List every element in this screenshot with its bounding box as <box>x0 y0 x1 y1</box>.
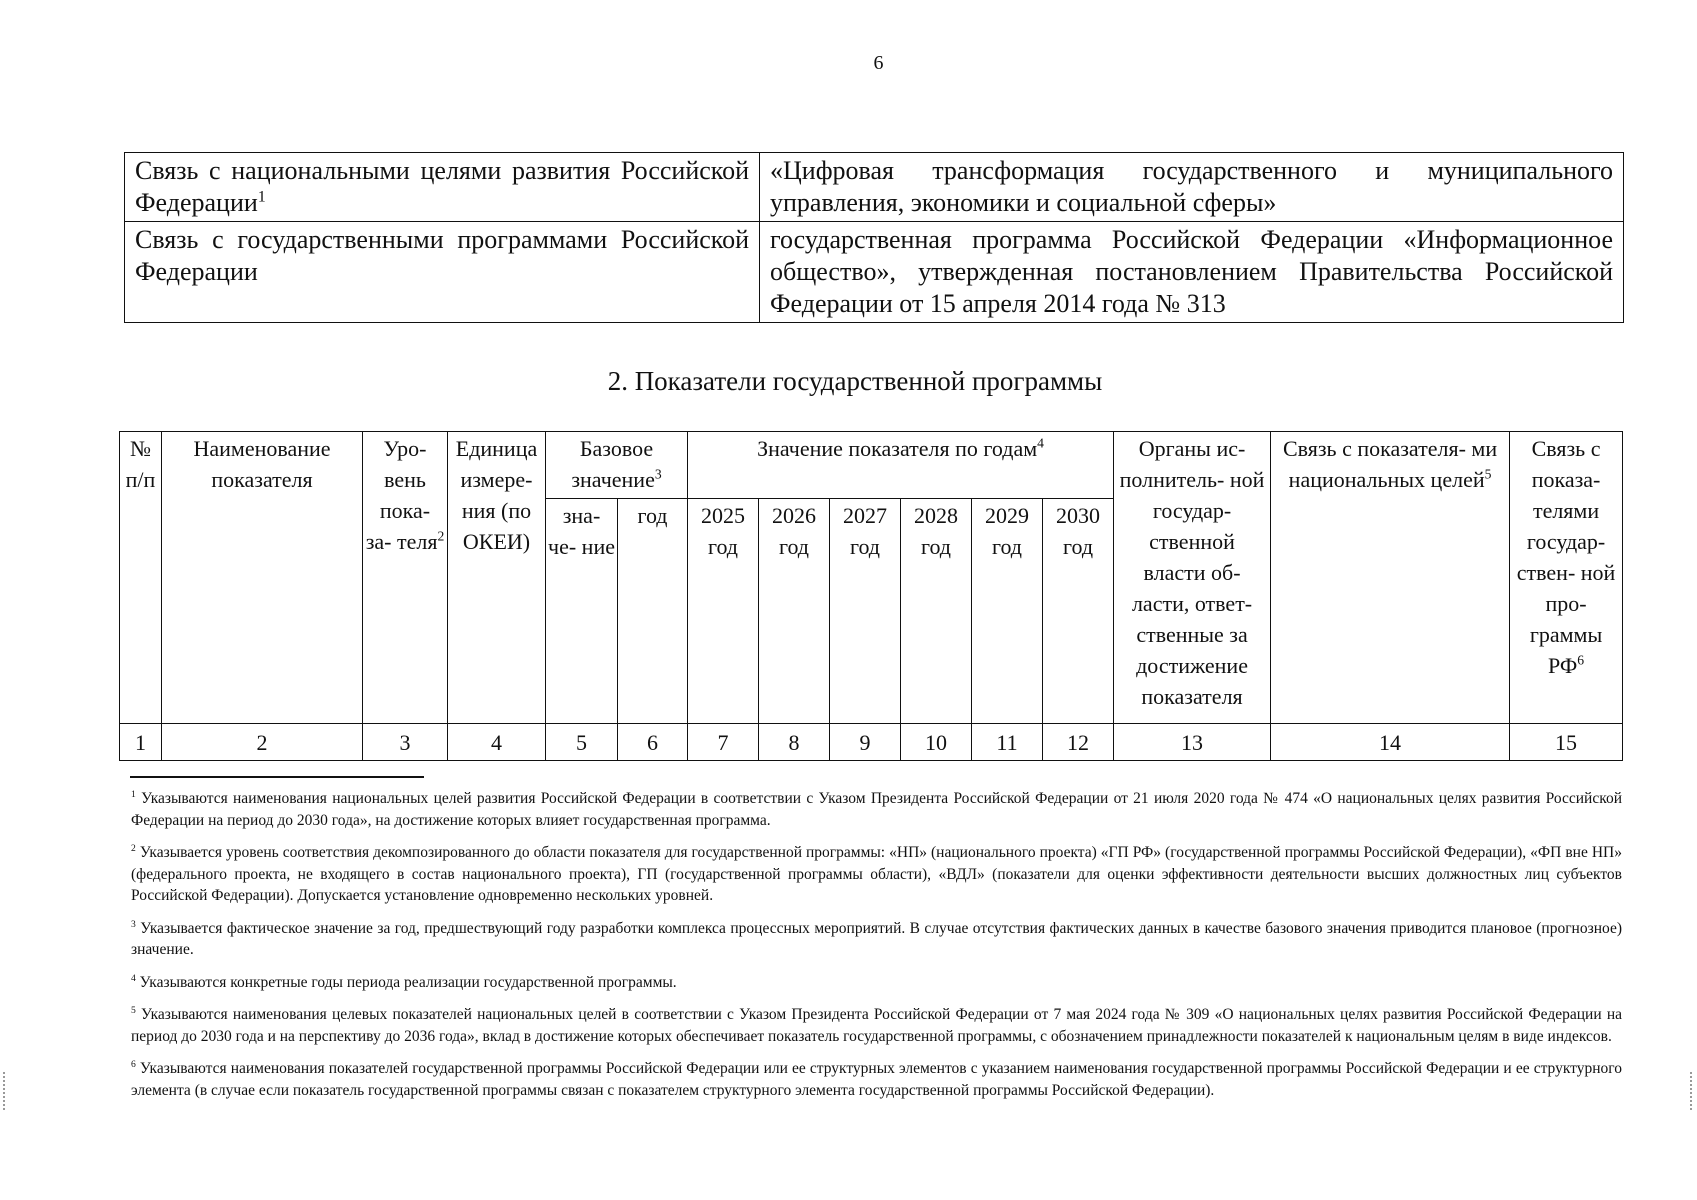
header-year-2030: 2030 год <box>1043 499 1114 724</box>
column-number: 1 <box>120 724 162 761</box>
header-base-year: год <box>618 499 688 724</box>
national-goals-value: «Цифровая трансформация государственного и муниципального управления, экономики и социальной сферы» <box>760 153 1624 222</box>
header-level-cell <box>363 432 448 724</box>
scan-edge-mark <box>1690 1072 1694 1110</box>
column-number: 3 <box>363 724 448 761</box>
national-goals-label-cell <box>125 153 760 222</box>
national-links-table <box>124 152 1624 323</box>
column-number: 12 <box>1043 724 1114 761</box>
column-number: 14 <box>1271 724 1510 761</box>
page-number: 6 <box>873 52 884 74</box>
column-number: 9 <box>830 724 901 761</box>
table-row <box>125 153 1624 222</box>
header-program: Связь с показа- телями государ- ствен- ной про- граммы РФ <box>1516 436 1616 678</box>
header-name: Наименование показателя <box>162 432 363 724</box>
footnote-marker: 4 <box>131 972 136 984</box>
header-national: Связь с показателя- ми национальных целей <box>1282 436 1498 492</box>
footnote-1 <box>131 788 1622 831</box>
table-row <box>125 222 1624 323</box>
footnote-marker: 5 <box>131 1004 136 1016</box>
header-num: № п/п <box>120 432 162 724</box>
column-number: 13 <box>1114 724 1271 761</box>
header-year-2029: 2029 год <box>972 499 1043 724</box>
footnote-marker: 3 <box>131 918 136 930</box>
footnote-ref: 1 <box>257 188 266 206</box>
column-number: 4 <box>448 724 546 761</box>
footnote-6 <box>131 1058 1622 1101</box>
section-title: 2. Показатели государственной программы <box>607 366 1103 396</box>
footnote-text: Указываются наименования национальных целей развития Российской Федерации в соответствии с Указом Президента Российской Федерации от 21 июля 2020 года № 474 «О национальных целях развития Российской Федерации на период до 2030 года», на достижение которых влияет государственная программа. <box>131 790 1623 829</box>
footnote-text: Указывается фактическое значение за год, предшествующий году разработки комплекса процессных мероприятий. В случае отсутствия фактических данных в качестве базового значения приводится плановое (прогнозное) значение. <box>131 919 1623 958</box>
footnote-5 <box>131 1004 1622 1047</box>
footnote-text: Указываются наименования показателей государственной программы Российской Федерации или ее структурных элементов с указанием наименования государственной программы Российской Федерации и ее структурного элемента (в случае если показатель государственной программы связан с показателем структурного элемента государственной программы Российской Федерации). <box>131 1060 1623 1099</box>
footnote-marker: 6 <box>131 1058 136 1070</box>
header-base-value: зна- че- ние <box>546 499 618 724</box>
column-number: 15 <box>1510 724 1623 761</box>
header-level: Уро- вень пока- за- теля <box>365 436 438 554</box>
footnote-text: Указываются наименования целевых показателей национальных целей в соответствии с Указом Президента Российской Федерации от 7 мая 2024 года № 309 «О национальных целях развития Российской Федерации на период до 2030 года и на перспективу до 2036 года», вклад в достижение которых обеспечивает показатель государственной программы, с обозначением принадлежности показателей к национальным целям в виде индексов. <box>131 1006 1623 1045</box>
footnote-4 <box>131 972 1622 994</box>
header-authorities: Органы ис- полнитель- ной государ- ственной власти об- ласти, ответ- ственные за достижение показателя <box>1114 432 1271 724</box>
state-programs-value: государственная программа Российской Федерации «Информационное общество», утвержденная постановлением Правительства Российской Федерации от 15 апреля 2014 года № 313 <box>760 222 1624 323</box>
column-number: 6 <box>618 724 688 761</box>
column-number: 8 <box>759 724 830 761</box>
footnote-ref: 3 <box>654 466 662 482</box>
header-by-years-cell <box>688 432 1114 499</box>
header-national-cell <box>1271 432 1510 724</box>
footnote-ref: 2 <box>437 528 445 544</box>
header-year-2025: 2025 год <box>688 499 759 724</box>
column-numbers-row <box>120 724 1623 761</box>
column-number: 10 <box>901 724 972 761</box>
national-goals-label: Связь с национальными целями развития Российской Федерации <box>135 156 749 217</box>
header-row <box>120 432 1623 499</box>
footnote-ref: 4 <box>1037 435 1044 451</box>
column-number: 7 <box>688 724 759 761</box>
footnote-ref: 6 <box>1577 652 1585 668</box>
footnote-marker: 1 <box>131 788 136 800</box>
state-programs-label: Связь с государственными программами Российской Федерации <box>125 222 760 323</box>
header-program-cell <box>1510 432 1623 724</box>
footnote-text: Указывается уровень соответствия декомпозированного до области показателя для государственной программы: «НП» (национального проекта) «ГП РФ» (государственной программы Российской Федерации), «ФП вне НП» (федерального проекта, не входящего в состав национального проекта), ГП (государственной программы области), «ВДЛ» (показатели для оценки эффективности деятельности высших должностных лиц субъектов Российской Федерации). Допускается установление одновременно нескольких уровней. <box>131 844 1622 904</box>
header-base: Базовое значение <box>571 436 655 492</box>
footnote-ref: 5 <box>1484 466 1492 482</box>
header-year-2027: 2027 год <box>830 499 901 724</box>
footnote-2 <box>131 842 1622 907</box>
header-base-cell <box>546 432 688 499</box>
column-number: 11 <box>972 724 1043 761</box>
header-by-years: Значение показателя по годам <box>757 436 1038 461</box>
footnote-marker: 2 <box>131 842 136 854</box>
scan-edge-mark <box>3 1072 7 1110</box>
column-number: 2 <box>162 724 363 761</box>
indicators-table <box>119 431 1623 761</box>
column-number: 5 <box>546 724 618 761</box>
header-year-2026: 2026 год <box>759 499 830 724</box>
footnote-3 <box>131 918 1622 961</box>
header-year-2028: 2028 год <box>901 499 972 724</box>
footnotes <box>131 788 1622 1112</box>
footnote-divider <box>130 776 424 778</box>
header-unit: Единица измере- ния (по ОКЕИ) <box>448 432 546 724</box>
footnote-text: Указываются конкретные годы периода реализации государственной программы. <box>139 973 677 991</box>
